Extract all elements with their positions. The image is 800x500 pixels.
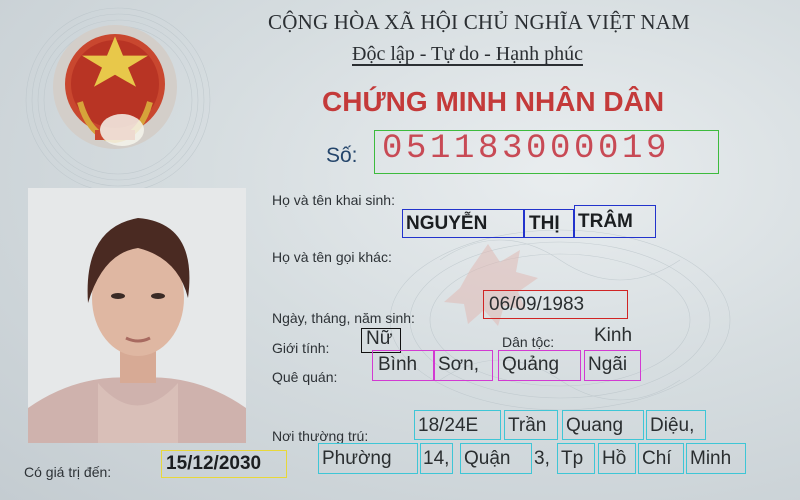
residence-word: 18/24E [418,415,479,436]
birth-name-label: Họ và tên khai sinh: [272,192,395,208]
residence-word: Diệu, [650,415,695,436]
birth-name-word: TRÂM [578,211,633,232]
residence-word: Tp [561,448,584,469]
document-title: CHỨNG MINH NHÂN DÂN [322,86,665,117]
id-number-label: Số: [326,144,358,167]
motto: Độc lập - Tự do - Hạnh phúc [352,43,583,65]
hometown-word: Quảng [502,354,560,375]
hometown-word: Ngãi [588,354,628,375]
portrait-photo [28,188,246,443]
id-number: 051183000019 [382,130,671,168]
residence-word: 3, [534,448,550,469]
gender-value: Nữ [366,328,393,349]
residence-word: 14, [423,448,450,469]
expiry-label: Có giá trị đến: [24,464,112,480]
birth-name-word: THỊ [529,213,560,234]
dob-label: Ngày, tháng, năm sinh: [272,310,415,326]
residence-word: Phường [322,448,392,469]
dob-value: 06/09/1983 [489,294,585,315]
expiry-value: 15/12/2030 [166,453,262,474]
national-emblem [40,12,190,162]
other-name-label: Họ và tên gọi khác: [272,249,392,265]
hometown-word: Bình [378,354,418,375]
residence-word: Hồ [602,448,627,469]
hometown-label: Quê quán: [272,369,338,385]
ethnicity-label: Dân tộc: [502,334,555,350]
residence-word: Minh [690,448,732,469]
residence-word: Quận [464,448,511,469]
hometown-word: Sơn, [438,354,479,375]
birth-name-word: NGUYỄN [406,213,488,234]
ethnicity-value: Kinh [594,325,633,346]
residence-label: Nơi thường trú: [272,428,369,444]
country-name: CỘNG HÒA XÃ HỘI CHỦ NGHĨA VIỆT NAM [268,10,690,34]
residence-word: Quang [566,415,624,436]
gender-label: Giới tính: [272,340,330,356]
residence-word: Trần [508,415,547,436]
residence-word: Chí [642,448,672,469]
